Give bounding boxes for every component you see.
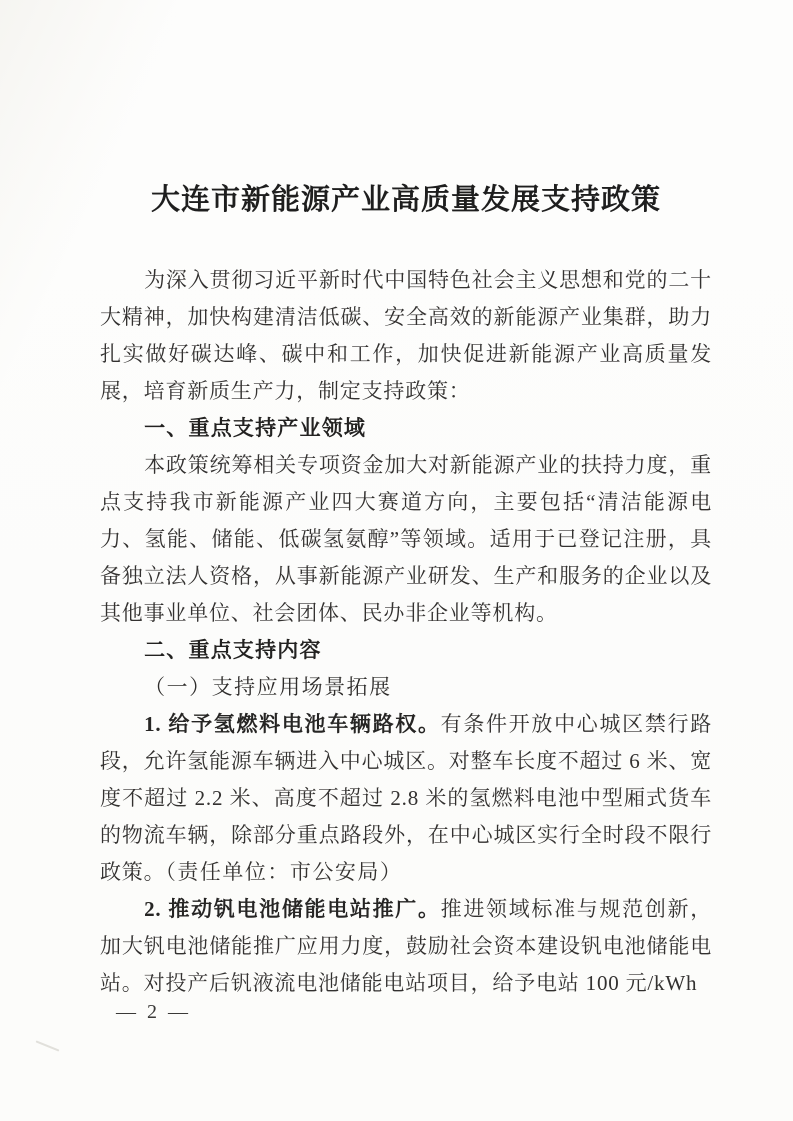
section-heading-1: 一、重点支持产业领域 [144, 417, 367, 440]
scan-smudge-mark [36, 1040, 60, 1051]
section-heading-2: 二、重点支持内容 [144, 639, 322, 662]
page-number: — 2 — [116, 1001, 191, 1023]
paragraph-intro: 为深入贯彻习近平新时代中国特色社会主义思想和党的二十大精神，加快构建清洁低碳、安全高效的新能源产业集群，助力扎实做好碳达峰、碳中和工作，加快促进新能源产业高质量发展，培育新质生产力，制定支持政策： [100, 268, 712, 403]
policy-item-1-responsible-unit: （责任单位：市公安局） [165, 860, 403, 884]
subsection-heading-1: （一）支持应用场景拓展 [144, 675, 392, 699]
policy-item-2 [100, 891, 712, 1002]
document-body [100, 262, 712, 1002]
policy-item-1-lead: 1. 给予氢燃料电池车辆路权。 [144, 712, 441, 736]
policy-item-1-text: 有条件开放中心城区禁行路段，允许氢能源车辆进入中心城区。对整车长度不超过 6 米、宽度不超过 2.2 米、高度不超过 2.8 米的氢燃料电池中型厢式货车的物流车辆，除部分重点路段外，在中心城区实行全时段不限行政策。 [100, 712, 713, 884]
policy-item-2-text: 推进领域标准与规范创新，加大钒电池储能推广应用力度，鼓励社会资本建设钒电池储能电站。对投产后钒液流电池储能电站项目，给予电站 100 元/kWh [100, 897, 713, 995]
document-title: 大连市新能源产业高质量发展支持政策 [150, 184, 661, 216]
paragraph-scope: 本政策统筹相关专项资金加大对新能源产业的扶持力度，重点支持我市新能源产业四大赛道方向，主要包括“清洁能源电力、氢能、储能、低碳氢氨醇”等领域。适用于已登记注册，具备独立法人资格，从事新能源产业研发、生产和服务的企业以及其他事业单位、社会团体、民办非企业等机构。 [100, 453, 712, 625]
policy-item-2-lead: 2. 推动钒电池储能电站推广。 [144, 897, 441, 921]
policy-item-1 [100, 706, 712, 891]
